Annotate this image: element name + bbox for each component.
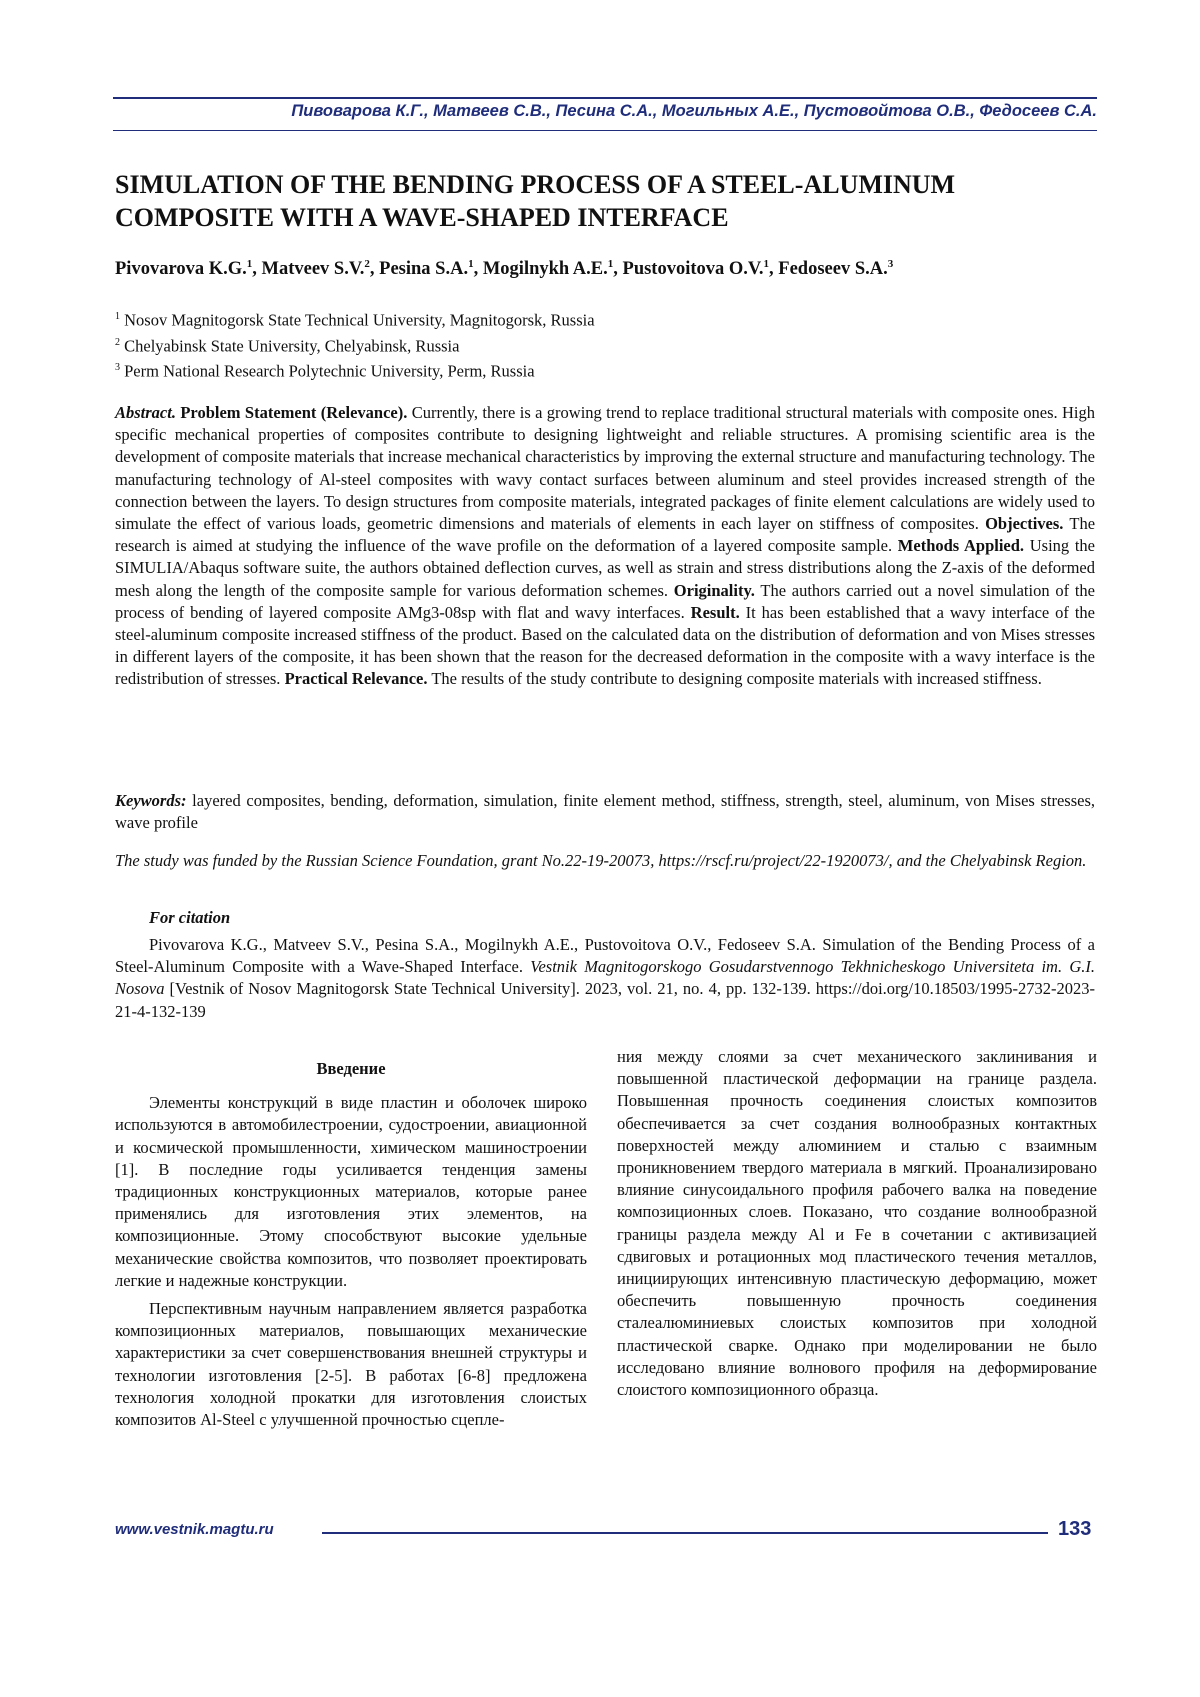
body-column-left	[115, 1058, 587, 1437]
affiliation-item	[115, 357, 1015, 383]
author-separator: ,	[369, 259, 380, 280]
abstract-practical-text: The results of the study contribute to designing composite materials with increased stiffness.	[431, 669, 1042, 689]
header-bottom-rule	[113, 130, 1097, 131]
author-affil-index: 1	[246, 258, 253, 270]
author-separator: ,	[613, 259, 623, 280]
abstract	[115, 402, 1095, 691]
abstract-objectives-label: Objectives.	[985, 514, 1064, 534]
abstract-originality-text: The authors carried out a novel simulation of the process of bending of layered composite AMg3-08sp with flat and wavy interfaces.	[115, 580, 1095, 622]
article-title: SIMULATION OF THE BENDING PROCESS OF A STEEL-ALUMINUM COMPOSITE WITH A WAVE-SHAPED INTERFACE	[115, 170, 956, 232]
author-affil-index: 3	[887, 258, 894, 270]
citation	[115, 934, 1095, 1023]
author-separator: ,	[473, 259, 483, 280]
author-affil-index: 1	[607, 258, 614, 270]
abstract-methods-label: Methods Applied.	[897, 536, 1025, 556]
abstract-methods-text: Using the SIMULIA/Abaqus software suite, the authors obtained deflection curves, as well as strain and stress distributions along the Z-axis of the deformed mesh along the length of the composite sample for various deformation schemes.	[115, 536, 1095, 600]
section-heading: Введение	[316, 1059, 386, 1078]
author-name: Pivovarova K.G.	[115, 259, 247, 280]
affiliations	[115, 306, 1015, 383]
abstract-problem-label: Problem Statement (Relevance).	[180, 403, 408, 422]
affiliation-number: 3	[115, 362, 120, 373]
citation-text-1: Pivovarova K.G., Matveev S.V., Pesina S.A., Mogilnykh A.E., Pustovoitova O.V., Fedoseev S.A. Simulation of the Bending Process of a Steel-Aluminum Composite with a Wave-Shaped Interface.	[115, 935, 1095, 977]
citation-text-2: [Vestnik of Nosov Magnitogorsk State Technical University]. 2023, vol. 21, no. 4, pp. 132-139. https://doi.org/10.18503/1995-2732-2023-21-4-132-139	[115, 979, 1096, 1021]
author-name: Mogilnykh A.E.	[482, 259, 608, 280]
footer-rule	[322, 1532, 1048, 1534]
author-name: Pustovoitova O.V.	[622, 259, 764, 280]
author-affil-index: 2	[364, 258, 370, 270]
affiliation-text: Perm National Research Polytechnic University, Perm, Russia	[124, 361, 535, 381]
abstract-result-label: Result.	[690, 602, 740, 622]
affiliation-text: Nosov Magnitogorsk State Technical University, Magnitogorsk, Russia	[124, 310, 595, 330]
abstract-problem-text: Currently, there is a growing trend to replace traditional structural materials with composite ones. High specific mechanical properties of composites contribute to designing lightweight and reliable structures. A promising scientific area is the development of composite materials that increase mechanical characteristics by improving the external structure and manufacturing technology. The manufacturing technology of Al-steel composites with wavy contact surfaces between aluminum and steel provides increased strength of the connection between the layers. To design structures from composite materials, integrated packages of finite element calculations are widely used to simulate the effect of various loads, geometric dimensions and materials of elements in each layer on stiffness of composites.	[115, 403, 1096, 534]
author-separator: ,	[252, 259, 262, 280]
body-paragraph: Элементы конструкций в виде пластин и оболочек широко используются в автомобилестроении, судостроении, авиационной и космической промышленности, химическом машиностроении [1]. В последние годы усиливается тенденция замены традиционных конструкционных материалов, которые ранее применялись для изготовления этих элементов, на композиционные. Этому способствуют высокие удельные механические свойства композитов, что позволяет проектировать легкие и надежные конструкции.	[115, 1093, 587, 1290]
affiliation-text: Chelyabinsk State University, Chelyabinsk, Russia	[124, 336, 460, 355]
citation-heading: For citation	[149, 908, 231, 927]
author-list	[115, 258, 1095, 280]
author-name: Matveev S.V.	[261, 259, 365, 280]
journal-url-link[interactable]: www.vestnik.magtu.ru	[115, 1521, 274, 1538]
affiliation-item	[115, 332, 1015, 358]
affiliation-item	[115, 306, 1015, 332]
abstract-result-text: It has been established that a wavy interface of the steel-aluminum composite increased stiffness of the product. Based on the calculated data on the distribution of deformation and von Mises stresses in different layers of the composite, it has been shown that the reason for the decreased deformation in the composite with a wavy interface is the redistribution of stresses.	[115, 602, 1095, 689]
page-number: 133	[1058, 1518, 1092, 1540]
keywords-text: layered composites, bending, deformation, simulation, finite element method, stiffness, strength, steel, aluminum, von Mises stresses, wave profile	[115, 791, 1096, 833]
affiliation-number: 1	[115, 311, 120, 322]
running-header-authors: Пивоварова К.Г., Матвеев С.В., Песина С.А., Могильных А.Е., Пустовойтова О.В., Федосеев С.А.	[291, 102, 1097, 120]
abstract-practical-label: Practical Relevance.	[284, 669, 428, 689]
header-top-rule	[113, 97, 1097, 99]
author-separator: ,	[769, 259, 779, 280]
author-name: Pesina S.A.	[379, 259, 469, 280]
keywords	[115, 790, 1095, 834]
citation-journal: Vestnik Magnitogorskogo Gosudarstvennogo Tekhnicheskogo Universiteta im. G.I. Nosova	[115, 957, 1095, 999]
abstract-originality-label: Originality.	[673, 580, 755, 600]
affiliation-number: 2	[115, 336, 120, 348]
body-column-right	[617, 1046, 1097, 1401]
author-affil-index: 1	[468, 258, 474, 270]
author-name: Fedoseev S.A.	[778, 259, 888, 280]
abstract-objectives-text: The research is aimed at studying the influence of the wave profile on the deformation of a layered composite sample.	[115, 514, 1096, 556]
keywords-label: Keywords:	[115, 791, 187, 810]
funding-note: The study was funded by the Russian Science Foundation, grant No.22-19-20073, https://rscf.ru/project/22-1920073/, and the Chelyabinsk Region.	[115, 851, 1087, 870]
author-affil-index: 1	[763, 258, 770, 270]
body-paragraph-continued: ния между слоями за счет механического заклинивания и повышенной пластической деформации на границе раздела. Повышенная прочность соединения слоистых композитов обеспечивается за счет создания волнообразных контактных поверхностей между алюминием и сталью с взаимным проникновением твердого материала в мягкий. Проанализировано влияние синусоидального профиля рабочего валка на поведение композиционных слоев. Показано, что создание волнообразной границы раздела между Al и Fe в сочетании с активизацией сдвиговых и ротационных мод пластического течения металлов, инициирующих интенсивную пластическую деформацию, может обеспечить повышенную прочность соединения сталеалюминиевых слоистых композитов при холодной пластической сварке. Однако при моделировании не было исследовано влияние волнового профиля на деформирование слоистого композиционного образца.	[617, 1047, 1097, 1400]
abstract-label: Abstract.	[115, 403, 176, 422]
body-paragraph: Перспективным научным направлением является разработка композиционных материалов, повышающих механические характеристики за счет совершенствования внешней структуры и технологии изготовления [2-5]. В работах [6-8] предложена технология холодной прокатки для изготовления слоистых композитов Al-Steel с улучшенной прочностью сцепле-	[115, 1299, 587, 1430]
